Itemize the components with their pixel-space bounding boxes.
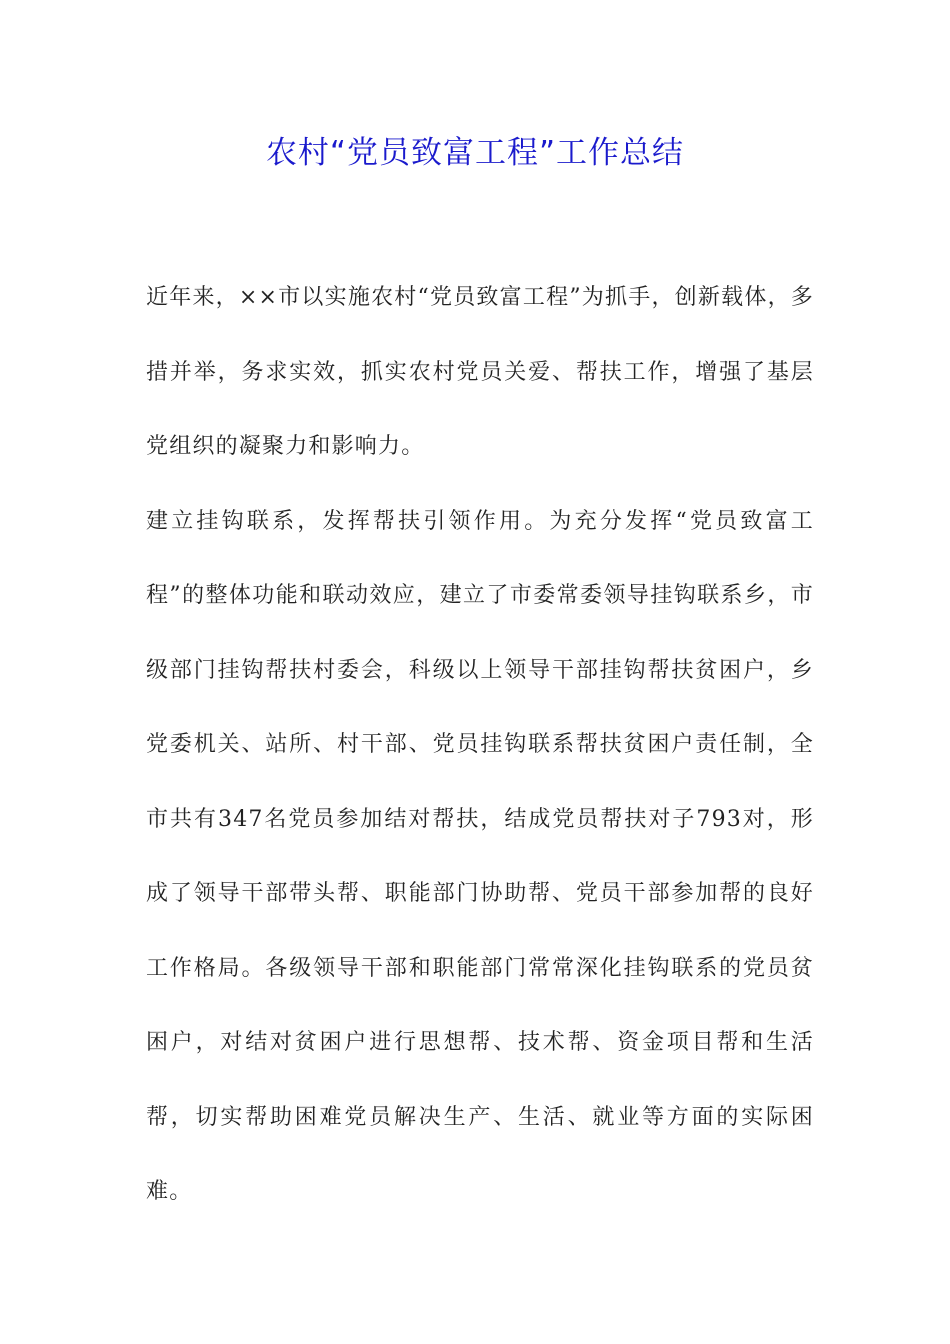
paragraph-linkage: 建立挂钩联系，发挥帮扶引领作用。为充分发挥“党员致富工程”的整体功能和联动效应，建立了市委常委领导挂钩联系乡，市级部门挂钩帮扶村委会，科级以上领导干部挂钩帮扶贫困户，乡党委机关、站所、村干部、党员挂钩联系帮扶贫困户责任制，全市共有347名党员参加结对帮扶，结成党员帮扶对子793对，形成了领导干部带头帮、职能部门协助帮、党员干部参加帮的良好工作格局。各级领导干部和职能部门常常深化挂钩联系的党员贫困户，对结对贫困户进行思想帮、技术帮、资金项目帮和生活帮，切实帮助困难党员解决生产、生活、就业等方面的实际困难。 <box>146 508 814 1204</box>
document-body <box>146 261 814 1230</box>
document-title: 农村“党员致富工程”工作总结 <box>265 135 685 171</box>
paragraph-intro: 近年来，××市以实施农村“党员致富工程”为抓手，创新载体，多措并举，务求实效，抓实农村党员关爱、帮扶工作，增强了基层党组织的凝聚力和影响力。 <box>146 285 814 459</box>
